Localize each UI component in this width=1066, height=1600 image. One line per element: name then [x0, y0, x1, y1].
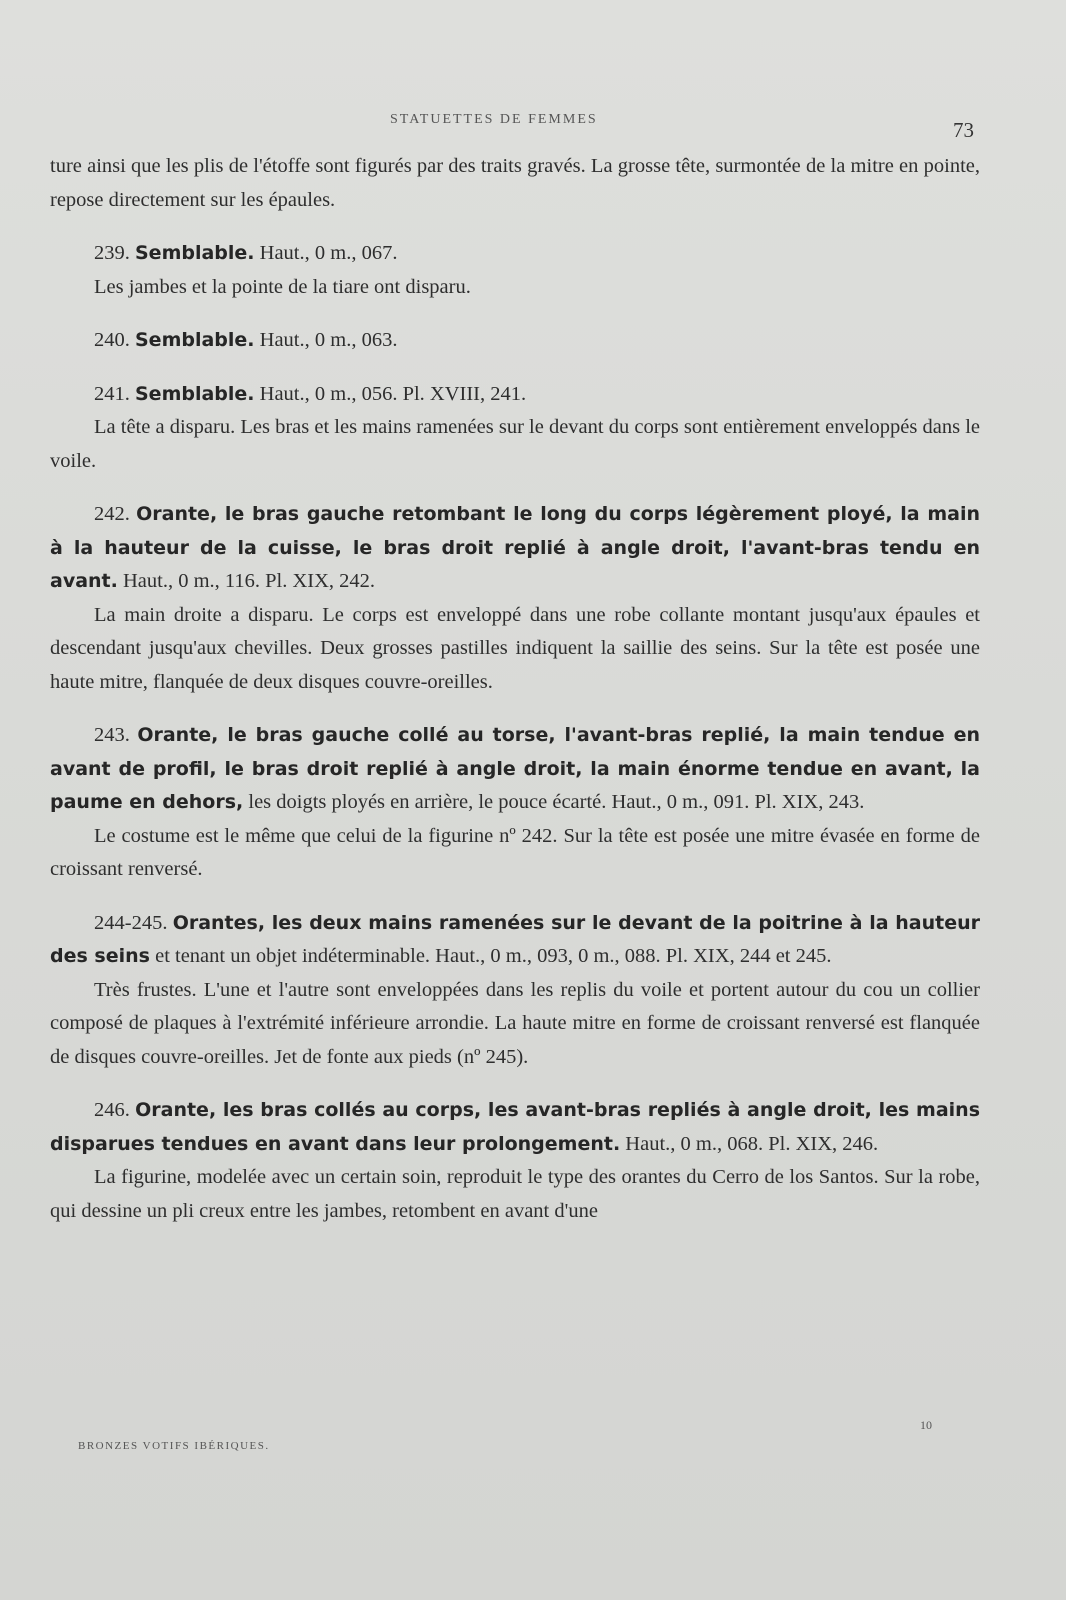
entry-measurements: les doigts ployés en arrière, le pouce écarté. Haut., 0 m., 091. Pl. XIX, 243.: [243, 791, 865, 813]
entry-description: Les jambes et la pointe de la tiare ont disparu.: [94, 275, 471, 298]
catalog-entry-239: [50, 237, 980, 304]
entry-number: 244-245.: [94, 911, 168, 934]
sheet-number: 10: [920, 1418, 932, 1432]
entry-title: Semblable.: [135, 329, 255, 351]
catalog-entry-244-245: [50, 907, 980, 1075]
footer-signature: BRONZES VOTIFS IBÉRIQUES.: [78, 1440, 270, 1452]
catalog-entry-243: [50, 719, 980, 887]
catalog-entry-242: [50, 498, 980, 699]
entry-heading: [50, 719, 980, 820]
entry-description: Très frustes. L'une et l'autre sont enveloppées dans les replis du voile et portent autour du cou un collier composé de plaques à l'extrémité inférieure arrondie. La haute mitre en forme de croissant renversé est flanquée de disques couvre-oreilles. Jet de fonte aux pieds (nº 245).: [50, 978, 980, 1068]
entry-description: La tête a disparu. Les bras et les mains ramenées sur le devant du corps sont entièrement enveloppés dans le voile.: [50, 416, 980, 472]
catalog-entry-241: [50, 378, 980, 479]
entry-number: 243.: [94, 724, 130, 746]
entry-measurements: Haut., 0 m., 067.: [254, 242, 398, 264]
entry-number: 242.: [94, 503, 130, 525]
entry-number: 239.: [94, 242, 130, 264]
entry-description: La figurine, modelée avec un certain soin, reproduit le type des orantes du Cerro de los Santos. Sur la robe, qui dessine un pli creux entre les jambes, retombent en avant d'une: [50, 1166, 980, 1222]
entry-number: 240.: [94, 329, 130, 351]
entry-measurements: Haut., 0 m., 056. Pl. XVIII, 241.: [254, 382, 527, 405]
entry-number: 246.: [94, 1099, 130, 1121]
catalog-entry-246: [50, 1094, 980, 1228]
entry-description: La main droite a disparu. Le corps est enveloppé dans une robe collante montant jusqu'aux épaules et descendant jusqu'aux chevilles. Deux grosses pastilles indiquent la saillie des seins. Sur la tête est posée une haute mitre, flanquée de deux disques couvre-oreilles.: [50, 603, 980, 693]
entry-title: Semblable.: [135, 242, 255, 264]
entry-number: 241.: [94, 382, 130, 405]
entry-title: Semblable.: [135, 382, 255, 405]
running-head: STATUETTES DE FEMMES: [390, 112, 598, 127]
entry-measurements: et tenant un objet indéterminable. Haut., 0 m., 093, 0 m., 088. Pl. XIX, 244 et 245.: [149, 945, 832, 967]
entry-heading: [50, 1094, 980, 1161]
page-number: 73: [953, 118, 974, 142]
entry-title: Orante, le bras gauche collé au torse, l'avant-bras replié, la main tendue en avant de profil, le bras droit replié à angle droit, la main énorme tendue en avant, la paume en dehors,: [50, 724, 981, 813]
entry-title: Orantes, les deux mains ramenées sur le devant de la poitrine à la hauteur des seins: [50, 911, 981, 967]
entry-heading: [50, 498, 980, 599]
entry-measurements: Haut., 0 m., 063.: [254, 329, 398, 351]
entry-title: Orante, le bras gauche retombant le long du corps légèrement ployé, la main à la hauteur de la cuisse, le bras droit replié à angle droit, l'avant-bras tendu en avant.: [50, 503, 980, 592]
page-body: [50, 150, 980, 1228]
entry-description: Le costume est le même que celui de la figurine nº 242. Sur la tête est posée une mitre évasée en forme de croissant renversé.: [50, 824, 980, 880]
entry-heading: [50, 378, 980, 412]
entry-heading: [50, 324, 980, 358]
catalog-entry-240: [50, 324, 980, 358]
entry-heading: [50, 907, 980, 974]
entry-measurements: Haut., 0 m., 068. Pl. XIX, 246.: [620, 1132, 879, 1155]
entry-title: Orante, les bras collés au corps, les avant-bras repliés à angle droit, les mains disparues tendues en avant dans leur prolongement.: [50, 1099, 981, 1155]
entry-heading: [50, 237, 980, 271]
intro-paragraph: ture ainsi que les plis de l'étoffe sont figurés par des traits gravés. La grosse tête, surmontée de la mitre en pointe, repose directement sur les épaules.: [50, 155, 980, 211]
entry-measurements: Haut., 0 m., 116. Pl. XIX, 242.: [117, 570, 376, 592]
